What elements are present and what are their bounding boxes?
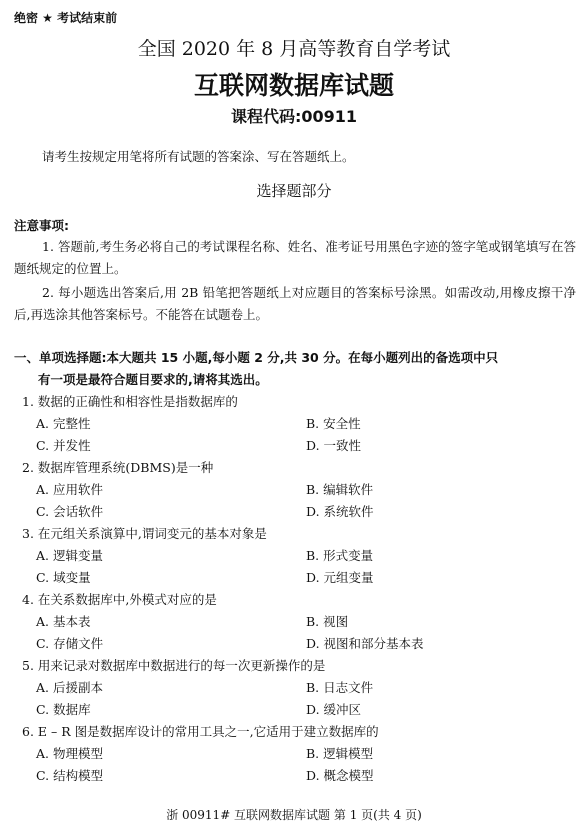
part1-line1: 一、单项选择题:本大题共 15 小题,每小题 2 分,共 30 分。在每小题列出的备选项中只 [14, 350, 499, 365]
option-b: B. 日志文件 [306, 680, 374, 695]
section-title: 选择题部分 [256, 182, 332, 200]
option-c: C. 并发性 [36, 438, 91, 453]
question-stem: 6. E – R 图是数据库设计的常用工具之一,它适用于建立数据库的 [22, 724, 379, 739]
part1-line2: 有一项是最符合题目要求的,请将其选出。 [38, 372, 268, 387]
exam-title: 全国 2020 年 8 月高等教育自学考试 [137, 38, 451, 60]
question-stem: 5. 用来记录对数据库中数据进行的每一次更新操作的是 [22, 658, 326, 673]
option-d: D. 系统软件 [306, 504, 374, 519]
option-c: C. 数据库 [36, 702, 91, 717]
option-b: B. 视图 [306, 614, 349, 629]
option-a: A. 应用软件 [36, 482, 103, 497]
option-c: C. 域变量 [36, 570, 91, 585]
question-stem: 4. 在关系数据库中,外模式对应的是 [22, 592, 217, 607]
question-stem: 2. 数据库管理系统(DBMS)是一种 [22, 460, 214, 475]
part1-instructions [14, 347, 574, 391]
option-b: B. 逻辑模型 [306, 746, 374, 761]
note-item-2: 2. 每小题选出答案后,用 2B 铅笔把答题纸上对应题目的答案标号涂黑。如需改动,用橡皮擦干净后,再选涂其他答案标号。不能答在试题卷上。 [14, 285, 576, 322]
option-a: A. 完整性 [36, 416, 91, 431]
option-b: B. 形式变量 [306, 548, 374, 563]
option-a: A. 逻辑变量 [36, 548, 103, 563]
option-c: C. 会话软件 [36, 504, 104, 519]
option-a: A. 基本表 [36, 614, 91, 629]
option-b: B. 安全性 [306, 416, 361, 431]
option-d: D. 一致性 [306, 438, 362, 453]
option-d: D. 缓冲区 [306, 702, 362, 717]
option-d: D. 元组变量 [306, 570, 374, 585]
confidential-mark: 绝密 ★ 考试结束前 [14, 11, 118, 25]
option-c: C. 存储文件 [36, 636, 104, 651]
option-d: D. 视图和部分基本表 [306, 636, 424, 651]
question-stem: 3. 在元组关系演算中,谓词变元的基本对象是 [22, 526, 267, 541]
note-item-1: 1. 答题前,考生务必将自己的考试课程名称、姓名、准考证号用黑色字迹的签字笔或钢笔填写在答题纸规定的位置上。 [14, 239, 576, 276]
option-b: B. 编辑软件 [306, 482, 374, 497]
intro-text: 请考生按规定用笔将所有试题的答案涂、写在答题纸上。 [42, 149, 355, 164]
option-c: C. 结构模型 [36, 768, 104, 783]
course-code: 课程代码:00911 [230, 107, 358, 126]
option-a: A. 物理模型 [36, 746, 103, 761]
option-a: A. 后援副本 [36, 680, 103, 695]
page-footer: 浙 00911# 互联网数据库试题 第 1 页(共 4 页) [166, 808, 422, 822]
question-stem: 1. 数据的正确性和相容性是指数据库的 [22, 394, 238, 409]
notes-title: 注意事项: [14, 218, 69, 233]
option-d: D. 概念模型 [306, 768, 374, 783]
subject-title: 互联网数据库试题 [193, 71, 394, 100]
